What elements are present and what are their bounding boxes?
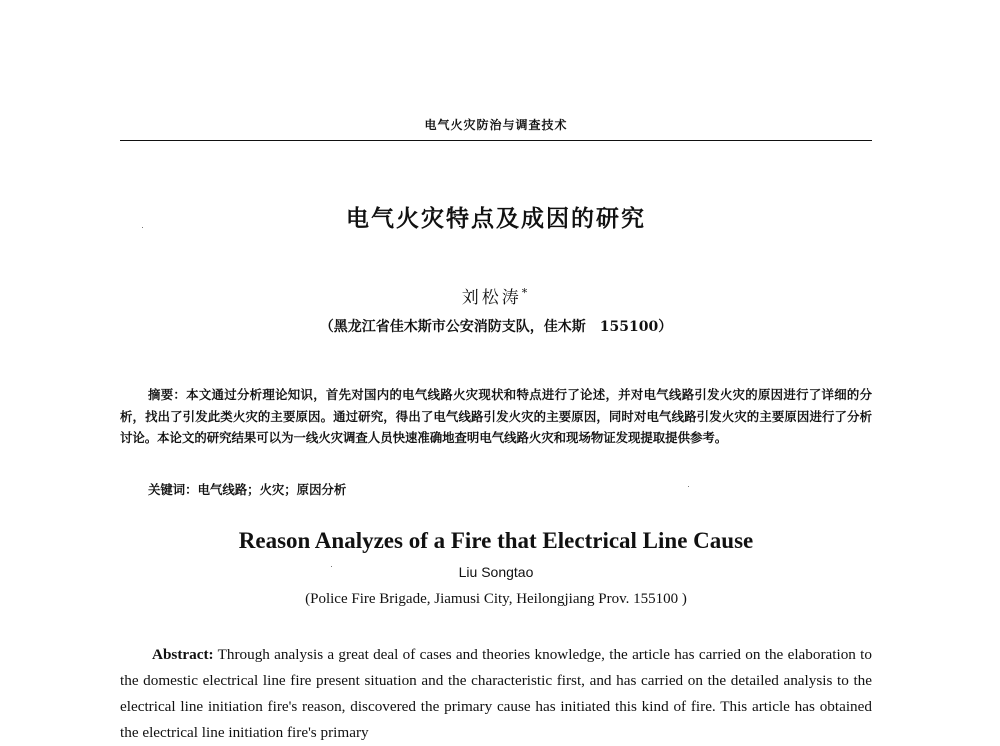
chinese-abstract-text: 本文通过分析理论知识，首先对国内的电气线路火灾现状和特点进行了论述，并对电气线路引发火灾的原因进行了详细的分析，找出了引发此类火灾的主要原因。通过研究，得出了电气线路引发火灾的主要原因，同时对电气线路引发火灾的主要原因进行了分析讨论。本论文的研究结果可以为一线火灾调查人员快速准确地查明电气线路火灾和现场物证发现提取提供参考。 (120, 387, 873, 445)
chinese-abstract-label: 摘要： (148, 387, 187, 402)
running-header: 电气火灾防治与调查技术 (424, 118, 568, 132)
scan-speck (688, 486, 689, 487)
chinese-title: 电气火灾特点及成因的研究 (346, 206, 646, 232)
author-footnote-mark: * (521, 286, 531, 300)
english-abstract-label: Abstract: (152, 646, 214, 663)
english-abstract-text: Through analysis a great deal of cases and theories knowledge, the article has carried on the elaboration to the domestic electrical line fire present situation and the characteristic first, and has carried on the detailed analysis to the electrical line initiation fire's reason, discovered the primary cause has initiated this kind of fire. This article has obtained the electrical line initiation fire's primary (120, 646, 872, 741)
scan-speck (331, 566, 332, 567)
chinese-keywords-label: 关键词： (148, 482, 198, 497)
english-title: Reason Analyzes of a Fire that Electrical Line Cause (238, 528, 754, 553)
chinese-author (120, 283, 872, 308)
english-affiliation: (Police Fire Brigade, Jiamusi City, Heilongjiang Prov. 155100 ) (305, 591, 687, 607)
chinese-keywords-text: 电气线路；火灾；原因分析 (197, 482, 347, 497)
chinese-affiliation: （黑龙江省佳木斯市公安消防支队，佳木斯 155100） (319, 319, 673, 335)
chinese-keywords (148, 480, 868, 498)
header-rule (120, 140, 872, 141)
english-author: Liu Songtao (458, 564, 534, 580)
english-abstract (120, 642, 872, 746)
chinese-abstract (120, 384, 872, 449)
scan-speck (142, 227, 143, 228)
author-name: 刘松涛 (461, 288, 522, 308)
